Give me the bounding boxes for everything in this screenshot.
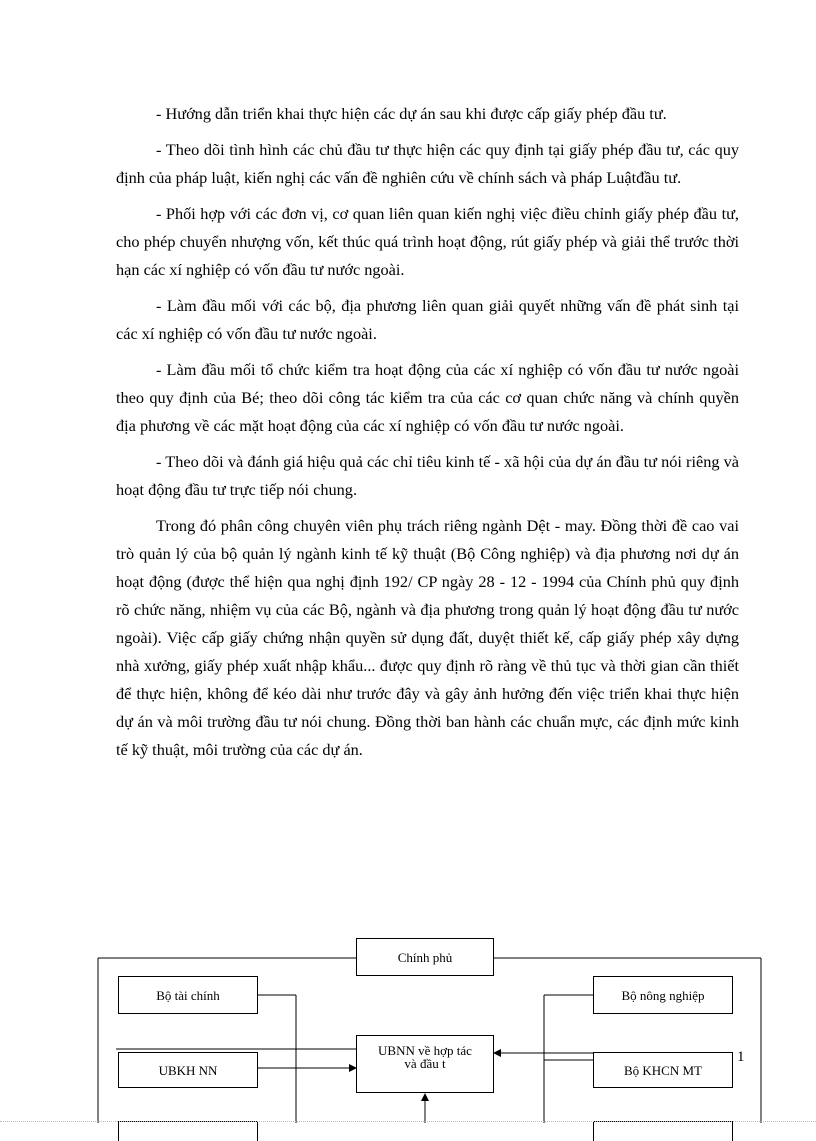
paragraph-1: - Hướng dẫn triển khai thực hiện các dự án sau khi được cấp giấy phép đầu tư.: [156, 104, 667, 123]
paragraph-4: - Làm đầu mối với các bộ, địa phương liên quan giải quyết những vấn đề phát sinh tại các xí nghiệp có vốn đầu tư nước ngoài.: [116, 296, 739, 343]
paragraph-5: - Làm đầu mối tổ chức kiểm tra hoạt động của các xí nghiệp có vốn đầu tư nước ngoài theo quy định của Bé; theo dõi công tác kiểm tra của các cơ quan chức năng và chính quyền địa phương về các mặt hoạt động của các xí nghiệp có vốn đầu tư nước ngoài.: [116, 360, 739, 435]
box-bo-nong-nghiep: [593, 976, 733, 1014]
box-bottom-right: [593, 1121, 733, 1141]
box-bo-tai-chinh: [118, 976, 258, 1014]
box-ubnn: [356, 1035, 494, 1093]
paragraph-3: - Phối hợp với các đơn vị, cơ quan liên quan kiến nghị việc điều chỉnh giấy phép đầu tư, cho phép chuyển nhượng vốn, kết thúc quá trình hoạt động, rút giấy phép và giải thể trước thời hạn các xí nghiệp có vốn đầu tư nước ngoài.: [116, 204, 739, 279]
page-footer-rule: [0, 1121, 816, 1122]
box-chinh-phu-label: Chính phủ: [397, 949, 453, 965]
box-bo-nong-nghiep-label: Bộ nông nghiệp: [621, 987, 705, 1003]
box-ubnn-line1: UBNN về hợp tác: [378, 1043, 472, 1058]
box-chinh-phu: [356, 938, 494, 976]
box-ubkh-nn-label: UBKH NN: [158, 1062, 218, 1078]
box-bo-tai-chinh-label: Bộ tài chính: [156, 987, 220, 1003]
box-ubkh-nn: [118, 1052, 258, 1088]
box-bo-khcn-mt: [593, 1052, 733, 1088]
page-number: 1: [737, 1049, 745, 1065]
paragraph-6: - Theo dõi và đánh giá hiệu quả các chỉ tiêu kinh tế - xã hội của dự án đầu tư nói riêng và hoạt động đầu tư trực tiếp nói chung.: [116, 452, 739, 499]
org-diagram: [0, 925, 816, 1123]
box-ubnn-line2: và đầu t: [404, 1056, 446, 1071]
body-text: [116, 100, 739, 772]
paragraph-7: Trong đó phân công chuyên viên phụ trách riêng ngành Dệt - may. Đồng thời đề cao vai trò quản lý của bộ quản lý ngành kinh tế kỹ thuật (Bộ Công nghiệp) và địa phương nơi dự án hoạt động (được thể hiện qua nghị định 192/ CP ngày 28 - 12 - 1994 của Chính phủ quy định rõ chức năng, nhiệm vụ của các Bộ, ngành và địa phương trong quản lý hoạt động đầu tư nước ngoài). Việc cấp giấy chứng nhận quyền sử dụng đất, duyệt thiết kế, cấp giấy phép xây dựng nhà xưởng, giấy phép xuất nhập khẩu... được quy định rõ ràng về thủ tục và thời gian cần thiết để thực hiện, không để kéo dài như trước đây và gây ảnh hưởng đến việc triển khai thực hiện dự án và môi trường đầu tư nói chung. Đồng thời ban hành các chuẩn mực, các định mức kinh tế kỹ thuật, môi trường của các dự án.: [116, 516, 739, 759]
box-bo-khcn-mt-label: Bộ KHCN MT: [623, 1062, 702, 1078]
paragraph-2: - Theo dõi tình hình các chủ đầu tư thực hiện các quy định tại giấy phép đầu tư, các quy định của pháp luật, kiến nghị các vấn đề nghiên cứu về chính sách và pháp Luậtđầu tư.: [116, 140, 739, 187]
box-bottom-left: [118, 1121, 258, 1141]
